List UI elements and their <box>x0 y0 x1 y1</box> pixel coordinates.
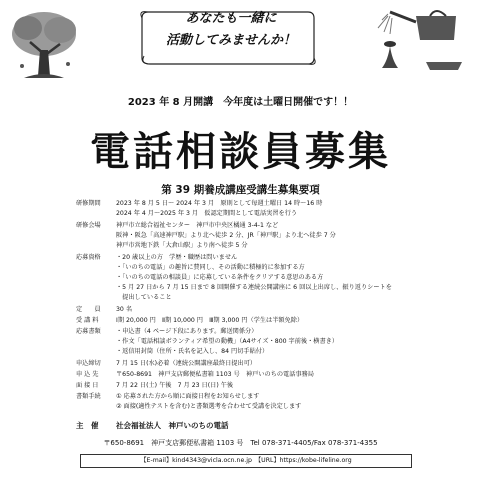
item-line: 2023 年 8 月 5 日～ 2024 年 3 月 原則として毎週土曜日 14 時～16 時 <box>116 200 323 207</box>
item-line: 阪神・阪急「高速神戸駅」より北へ徒歩 2 分、JR「神戸駅」より北へ徒歩 7 分 <box>116 232 336 239</box>
item-training-period <box>76 199 101 209</box>
item-procedure-text <box>116 392 301 412</box>
item-fee-label: 受 講 料 <box>76 317 99 324</box>
item-deadline-label: 申込締切 <box>76 360 101 367</box>
item-documents-label: 応募書類 <box>76 328 101 335</box>
item-line: 提出していること <box>116 294 172 301</box>
item-line: ・申込書（4 ページ下段にあります。郵送関係分） <box>116 328 258 335</box>
details-section <box>0 197 481 417</box>
org-label: 主 催 <box>76 421 99 430</box>
item-line: ② 面接(適性テストを含む)と書類選考を合わせて受講を決定します <box>116 403 302 410</box>
item-venue-label: 研修会場 <box>76 222 101 229</box>
item-line: ・「いのちの電話の相談員」に応募している条件をクリアする意思のある方 <box>116 274 324 281</box>
item-address-text: 〒650-8691 神戸支店郵便私書箱 1103 号 神戸いのちの電話事務局 <box>116 371 314 378</box>
address-line: 〒650-8691 神戸支店郵便私書箱 1103 号 Tel 078-371-4405/Fax 078-371-4355 <box>103 439 378 447</box>
item-line: ・作文「電話相談ボランティア希望の動機」（A4サイズ・800 字前後・横書き） <box>116 338 339 345</box>
item-capacity-label: 定 員 <box>76 306 101 313</box>
item-address-label: 申 込 先 <box>76 371 99 378</box>
contact-box: 【E-mail】kind4343@vicla.ocn.ne.jp 【URL】https://kobe-lifeline.org <box>80 454 412 468</box>
item-line: ・5 月 27 日から 7 月 15 日まで 8 回開催する連続公開講座に 6 回以上出席し、振り返りシートを <box>116 284 392 291</box>
item-interview-label: 面 接 日 <box>76 382 99 389</box>
item-venue-text <box>116 221 336 251</box>
header-subtitle: 2023 年 8 月開講 今年度は土曜日開催です！！ <box>127 97 354 108</box>
item-line: ・「いのちの電話」の趣旨に賛同し、その活動に積極的に参加する方 <box>116 264 305 271</box>
tree-illustration-icon <box>4 6 86 86</box>
item-line: 神戸市営地下鉄「大倉山駅」より南へ徒歩 5 分 <box>116 242 248 249</box>
item-line: ・返信用封筒（住所・氏名を記入し、84 円切手貼付） <box>116 348 269 355</box>
course-title: 第 39 期養成講座受講生募集要項 <box>161 184 320 196</box>
org-name: 社会福祉法人 神戸いのちの電話 <box>116 421 229 430</box>
banner-text <box>150 8 312 52</box>
item-capacity-text: 30 名 <box>116 306 133 313</box>
watering-can-icon <box>368 6 468 72</box>
item-documents-text <box>116 327 338 357</box>
item-eligibility-text <box>116 253 392 303</box>
item-deadline-text: 7 月 15 日(水)必着（連続公開講座最終日提出可） <box>116 360 257 367</box>
item-eligibility-label: 応募資格 <box>76 254 101 261</box>
banner-line-1: あなたも一緒に <box>185 11 277 26</box>
item-label: 研修期間 <box>76 200 101 207</box>
item-fee-text: Ⅰ期 20,000 円 Ⅱ期 10,000 円 Ⅲ期 3,000 円（学生は半額免除） <box>116 317 304 324</box>
item-procedure-label: 書類手続 <box>76 393 101 400</box>
item-training-period-text <box>116 199 322 219</box>
item-interview-text: 7 月 22 日(土) 午後 7 月 23 日(日) 午後 <box>116 382 234 389</box>
page-title: 電話相談員募集 <box>90 129 391 175</box>
item-line: ① 応募された方から順に面接日程をお知らせします <box>116 393 260 400</box>
item-line: 2024 年 4 月～2025 年 3 月 仮認定期間として電話実習を行う <box>116 210 298 217</box>
banner-line-2: 活動してみませんか！ <box>165 33 296 48</box>
item-line: ・20 歳以上の方 学歴・職歴は問いません <box>116 254 238 261</box>
item-line: 神戸市立総合福祉センター 神戸市中央区橘通 3-4-1 など <box>116 222 279 229</box>
